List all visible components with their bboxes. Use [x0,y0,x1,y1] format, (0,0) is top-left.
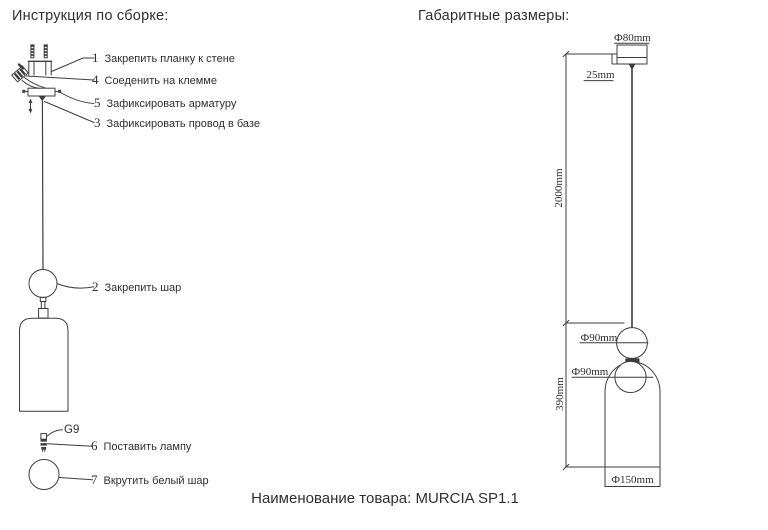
dim-cord-length: 2000mm [553,168,565,208]
callout-label: Зафиксировать провод в базе [106,118,260,130]
callout-step-4 [92,71,217,87]
dimension-diagram [563,43,660,486]
lamp-shade [20,318,69,411]
callout-label: Соеденить на клемме [104,74,217,87]
callout-number: 6 [91,438,98,453]
callout-label: Зафиксировать арматуру [106,98,237,110]
pendant-cord [42,101,43,269]
callout-number: 4 [92,71,99,87]
callout-label: Закрепить планку к стене [104,53,235,65]
callout-number: 3 [94,115,101,130]
supply-wires [22,78,45,89]
callout-step-5 [94,97,236,110]
cord-attachment [629,64,636,70]
assembly-title: Инструкция по сборке: [12,8,169,24]
callout-label: Закрепить шар [104,281,182,294]
assembly-diagram [12,44,94,489]
dim-shade-diameter: Ф150mm [611,473,654,486]
callout-step-1 [92,52,235,65]
callout-number: 1 [92,50,99,65]
callout-number: 7 [91,471,98,487]
terminal-block [12,65,29,82]
white-ball-icon [29,460,59,490]
dim-top-ball-diameter: Ф90mm [580,331,618,344]
callout-number: 2 [92,278,99,294]
mounting-screw-icon [44,44,48,57]
callout-number: 5 [94,95,101,110]
dimensions-title: Габаритные размеры: [418,8,570,24]
shade-fitting [39,297,48,318]
callout-step-2 [92,278,182,294]
g9-bulb-icon [41,434,47,452]
mounting-screw-icon [30,44,34,57]
dim-inner-ball-diameter: Ф90mm [571,365,609,378]
dim-canopy-diameter: Ф80mm [614,32,651,44]
canopy-bar [22,88,61,101]
socket-type-label: G9 [64,423,80,436]
callout-step-6 [91,440,191,453]
dim-canopy-height: 25mm [586,69,615,81]
glass-ball [29,270,57,298]
product-name: Наименование товара: MURCIA SP1.1 [251,490,519,507]
callout-step-7 [91,471,209,487]
callout-label: Вкрутить белый шар [103,474,209,487]
dimension-line-vertical [563,51,660,469]
height-adjust-arrow-icon [29,99,33,114]
wall-bracket [28,61,51,75]
callout-step-3 [94,117,260,130]
callout-leaders [27,58,95,480]
callout-label: Поставить лампу [103,441,192,453]
dim-fixture-height: 390mm [554,377,566,411]
